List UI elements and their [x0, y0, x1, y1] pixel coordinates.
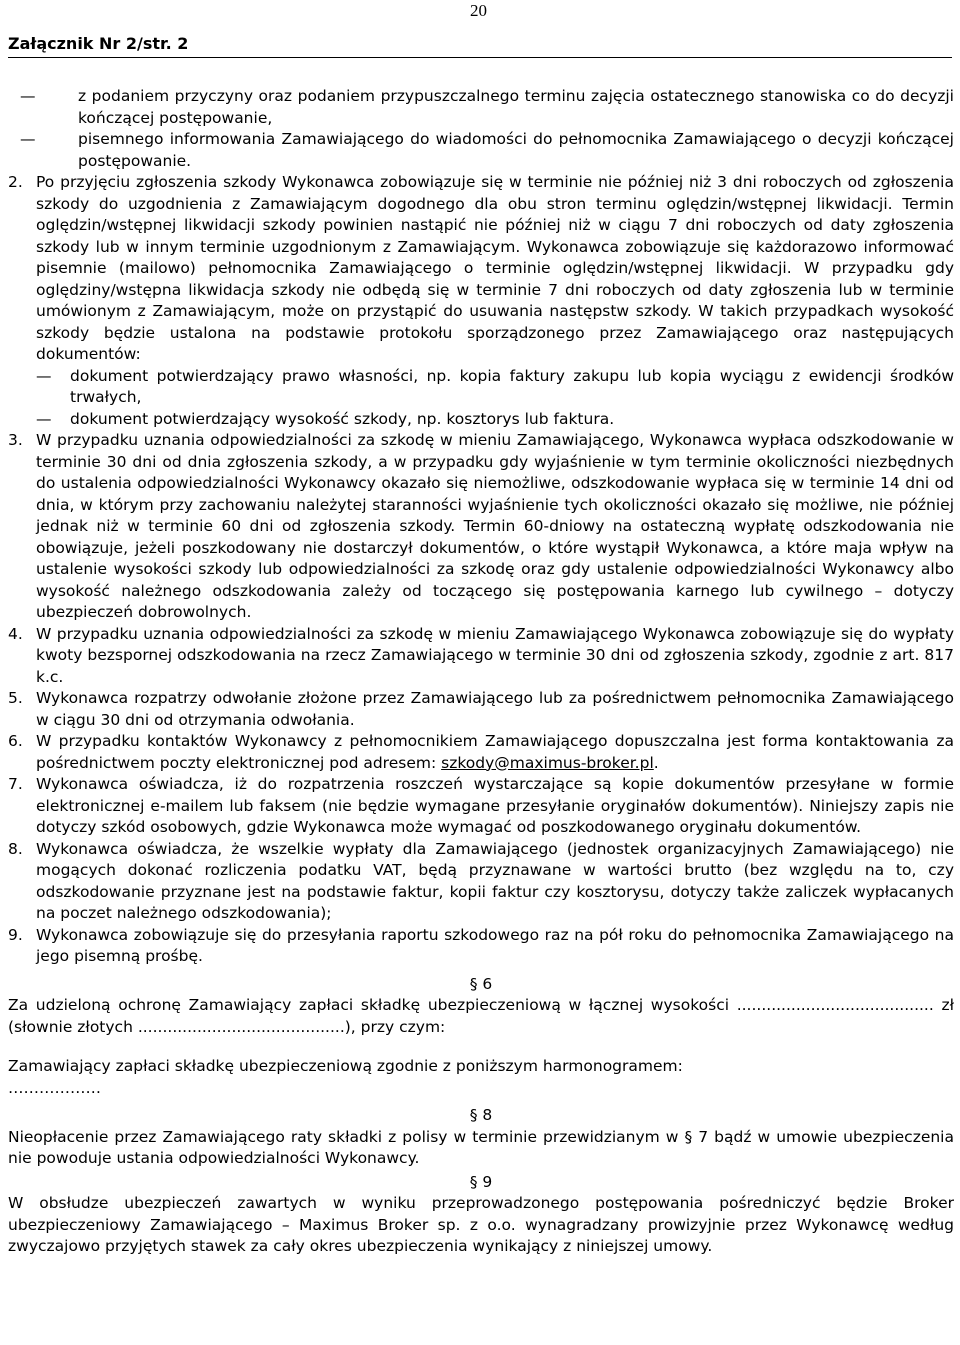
section-heading-6: § 6	[469, 974, 493, 993]
item-text: Wykonawca zobowiązuje się do przesyłania raportu szkodowego raz na pół roku do pełnomocnika Zamawiającego na jego pisemną prośbę.	[36, 925, 954, 965]
section-6-dots: ………………	[8, 1078, 101, 1097]
dash-marker: —	[20, 130, 36, 148]
list-item	[8, 366, 954, 409]
numbered-item-2	[8, 172, 954, 366]
email-link[interactable]: szkody@maximus-broker.pl	[441, 753, 654, 772]
section-heading-8: § 8	[469, 1106, 493, 1124]
item-number: 5.	[8, 689, 23, 707]
section-8-text: Nieopłacenie przez Zamawiającego raty składki z polisy w terminie przewidzianym w § 7 bądź w umowie ubezpieczenia nie powoduje ustania odpowiedzialności Wykonawcy.	[8, 1127, 954, 1167]
page-number: 20	[470, 1, 487, 20]
dash-marker: —	[20, 87, 36, 105]
list-item-text: pisemnego informowania Zamawiającego do wiadomości do pełnomocnika Zamawiającego o decyzji kończącej postępowanie.	[78, 130, 954, 170]
numbered-item-9	[8, 925, 954, 968]
item-number: 8.	[8, 839, 23, 858]
section-6-text-2: Zamawiający zapłaci składkę ubezpieczeniową zgodnie z poniższym harmonogramem:	[8, 1057, 683, 1075]
list-item	[8, 86, 954, 129]
item-text-part: W przypadku kontaktów Wykonawcy z pełnomocnikiem Zamawiającego dopuszczalna jest forma kontaktowania za pośrednictwem poczty elektronicznej pod adresem:	[36, 732, 954, 772]
item-number: 7.	[8, 775, 23, 793]
item-number: 2.	[8, 173, 23, 191]
list-item-text: dokument potwierdzający prawo własności, np. kopia faktury zakupu lub kopia wyciągu z ewidencji środków trwałych,	[70, 366, 954, 406]
section-heading-9: § 9	[469, 1172, 493, 1191]
section-9-text: W obsłudze ubezpieczeń zawartych w wyniku przeprowadzonego postępowania pośredniczyć będzie Broker ubezpieczeniowy Zamawiającego – Maximus Broker sp. z o.o. wynagradzany prowizyjnie przez Wykonawcę według zwyczajowo przyjętych stawek za cały okres ubezpieczenia wynikający z niniejszej umowy.	[8, 1194, 954, 1255]
document-body	[8, 86, 954, 1258]
item-text	[36, 731, 954, 774]
dash-marker: —	[36, 409, 52, 428]
page-header: Załącznik Nr 2/str. 2	[8, 33, 952, 58]
numbered-item-3	[8, 430, 954, 624]
numbered-item-8	[8, 839, 954, 925]
numbered-item-5	[8, 688, 954, 731]
section-6-text: Za udzieloną ochronę Zamawiający zapłaci składkę ubezpieczeniową w łącznej wysokości ........................................ zł (słownie złotych ..........................................), przy czym:	[8, 996, 954, 1036]
list-item-text: z podaniem przyczyny oraz podaniem przypuszczalnego terminu zajęcia ostatecznego stanowiska co do decyzji kończącej postępowanie,	[78, 87, 954, 127]
numbered-item-6	[8, 731, 954, 774]
item-number: 4.	[8, 624, 23, 643]
numbered-item-7	[8, 774, 954, 839]
list-item	[8, 409, 954, 431]
item-text: W przypadku uznania odpowiedzialności za szkodę w mieniu Zamawiającego Wykonawca zobowiązuje się do wypłaty kwoty bezspornej odszkodowania na rzecz Zamawiającego w terminie 30 dni od zgłoszenia szkody, zgodnie z art. 817 k.c.	[36, 624, 954, 686]
item-number: 6.	[8, 732, 23, 750]
item-text: Wykonawca oświadcza, iż do rozpatrzenia roszczeń wystarczające są kopie dokumentów przesyłane w formie elektronicznej e-mailem lub faksem (nie będzie wymagane przesyłanie oryginałów dokumentów). Niniejszy zapis nie dotyczy szkód osobowych, gdzie Wykonawca może wymagać od poszkodowanego oryginału dokumentów.	[36, 775, 954, 836]
list-item	[8, 129, 954, 172]
dash-marker: —	[36, 366, 52, 385]
item-number: 3.	[8, 431, 23, 449]
numbered-item-4	[8, 624, 954, 689]
item-text-part: .	[653, 753, 659, 772]
item-text: Po przyjęciu zgłoszenia szkody Wykonawca zobowiązuje się w terminie nie później niż 3 dni roboczych od zgłoszenia szkody do uzgodnienia z Zamawiającym dogodnego dla obu stron terminu oględzin/wstępnej likwidacji. Termin oględzin/wstępnej likwidacji szkody powinien nastąpić nie później niż w ciągu 7 dni roboczych od daty zgłoszenia szkody lub w innym terminie uzgodnionym z Zamawiającym. Wykonawca zobowiązuje się każdorazowo informować pisemnie (mailowo) pełnomocnika Zamawiającego o terminie oględzin/wstępnej likwidacji. W przypadku gdy oględziny/wstępna likwidacja szkody nie odbędą się w terminie 7 dni roboczych od daty zgłoszenia lub w terminie umówionym z Zamawiającym, może on przystąpić do usuwania następstw szkody. W takich przypadkach wysokość szkody będzie ustalona na podstawie protokołu sporządzonego przez Zamawiającego oraz następujących dokumentów:	[36, 173, 954, 363]
list-item-text: dokument potwierdzający wysokość szkody, np. kosztorys lub faktura.	[70, 409, 615, 428]
item-text: Wykonawca oświadcza, że wszelkie wypłaty dla Zamawiającego (jednostek organizacyjnych Zamawiającego) nie mogących dokonać rozliczenia podatku VAT, będą przyznawane w wartości brutto (bez względu na to, czy odszkodowanie przyznane jest na podstawie faktur, kopii faktur czy kosztorysu, dotyczy także zaliczek wypłacanych na poczet należnego odszkodowania);	[36, 839, 954, 922]
item-text: Wykonawca rozpatrzy odwołanie złożone przez Zamawiającego lub za pośrednictwem pełnomocnika Zamawiającego w ciągu 30 dni od otrzymania odwołania.	[36, 689, 954, 729]
item-text: W przypadku uznania odpowiedzialności za szkodę w mieniu Zamawiającego, Wykonawca wypłaca odszkodowanie w terminie 30 dni od dnia zgłoszenia szkody, a w przypadku gdy wyjaśnienie w tym terminie okoliczności niezbędnych do ustalenia odpowiedzialności Wykonawcy okazało się niemożliwe, odszkodowanie wypłaca się w terminie 14 dni od dnia, w którym przy zachowaniu należytej staranności wyjaśnienie tych okoliczności okazało się możliwe, nie później jednak niż w terminie 60 dni od zgłoszenia szkody. Termin 60-dniowy na ostateczną wypłatę odszkodowania nie obowiązuje, jeżeli poszkodowany nie dostarczył dokumentów, o które wystąpił Wykonawca, a które maja wpływ na ustalenie wysokości szkody lub odpowiedzialności za szkodę oraz gdy ustalenie odpowiedzialności Wykonawcy albo wysokość należnego odszkodowania zależy od toczącego się postępowania karnego lub cywilnego – dotyczy ubezpieczeń dobrowolnych.	[36, 431, 954, 621]
item-number: 9.	[8, 925, 23, 944]
